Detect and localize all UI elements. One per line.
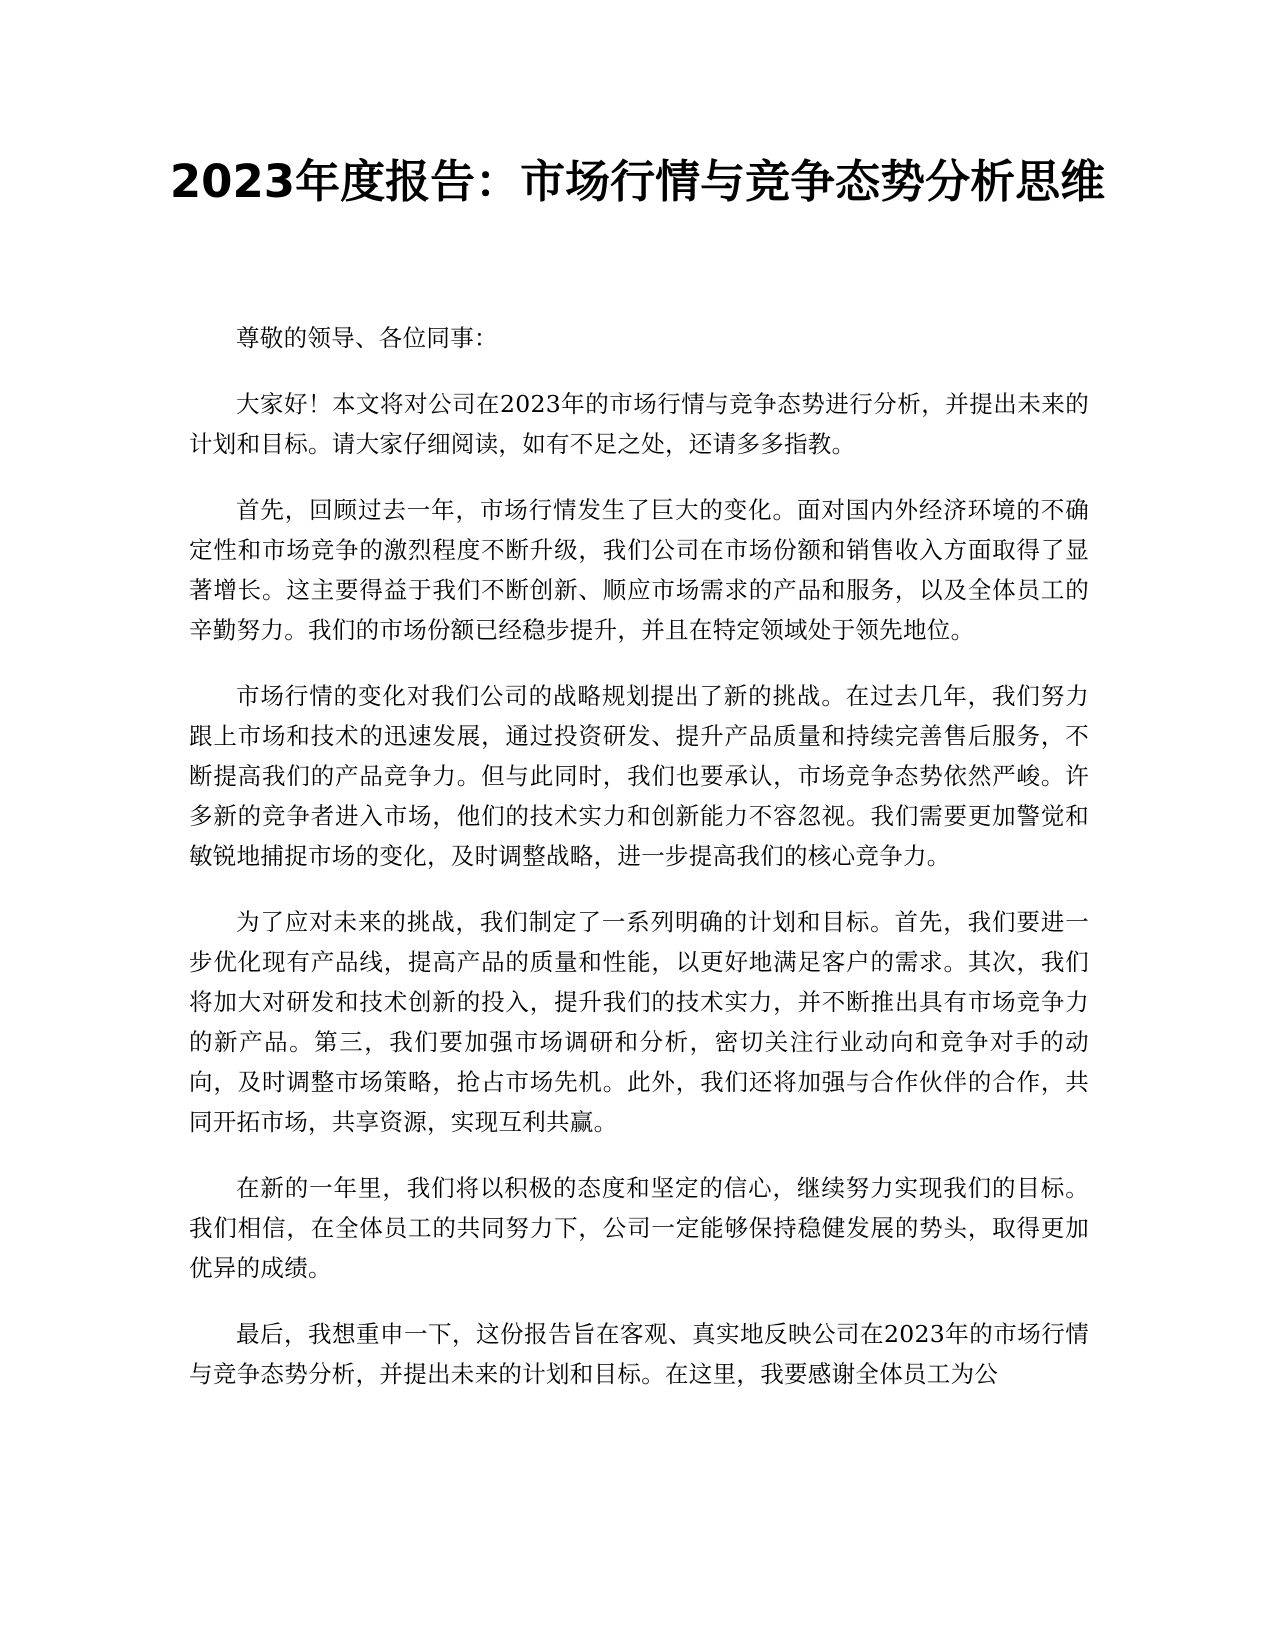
document-body xyxy=(189,318,1089,1420)
paragraph-closing: 最后，我想重申一下，这份报告旨在客观、真实地反映公司在2023年的市场行情与竞争态势分析，并提出未来的计划和目标。在这里，我要感谢全体员工为公 xyxy=(189,1320,1089,1388)
salutation: 尊敬的领导、各位同事： xyxy=(236,324,498,352)
document-title: 2023年度报告：市场行情与竞争态势分析思维 xyxy=(169,155,1106,208)
paragraph-outlook: 在新的一年里，我们将以积极的态度和坚定的信心，继续努力实现我们的目标。我们相信，在全体员工的共同努力下，公司一定能够保持稳健发展的势头，取得更加优异的成绩。 xyxy=(189,1174,1089,1282)
paragraph-challenges: 市场行情的变化对我们公司的战略规划提出了新的挑战。在过去几年，我们努力跟上市场和技术的迅速发展，通过投资研发、提升产品质量和持续完善售后服务，不断提高我们的产品竞争力。但与此同时，我们也要承认，市场竞争态势依然严峻。许多新的竞争者进入市场，他们的技术实力和创新能力不容忽视。我们需要更加警觉和敏锐地捕捉市场的变化，及时调整战略，进一步提高我们的核心竞争力。 xyxy=(189,682,1089,870)
paragraph-review: 首先，回顾过去一年，市场行情发生了巨大的变化。面对国内外经济环境的不确定性和市场竞争的激烈程度不断升级，我们公司在市场份额和销售收入方面取得了显著增长。这主要得益于我们不断创新、顺应市场需求的产品和服务，以及全体员工的辛勤努力。我们的市场份额已经稳步提升，并且在特定领域处于领先地位。 xyxy=(189,496,1089,644)
paragraph-plans: 为了应对未来的挑战，我们制定了一系列明确的计划和目标。首先，我们要进一步优化现有产品线，提高产品的质量和性能，以更好地满足客户的需求。其次，我们将加大对研发和技术创新的投入，提升我们的技术实力，并不断推出具有市场竞争力的新产品。第三，我们要加强市场调研和分析，密切关注行业动向和竞争对手的动向，及时调整市场策略，抢占市场先机。此外，我们还将加强与合作伙伴的合作，共同开拓市场，共享资源，实现互利共赢。 xyxy=(189,908,1089,1136)
paragraph-intro: 大家好！本文将对公司在2023年的市场行情与竞争态势进行分析，并提出未来的计划和目标。请大家仔细阅读，如有不足之处，还请多多指教。 xyxy=(189,390,1089,458)
